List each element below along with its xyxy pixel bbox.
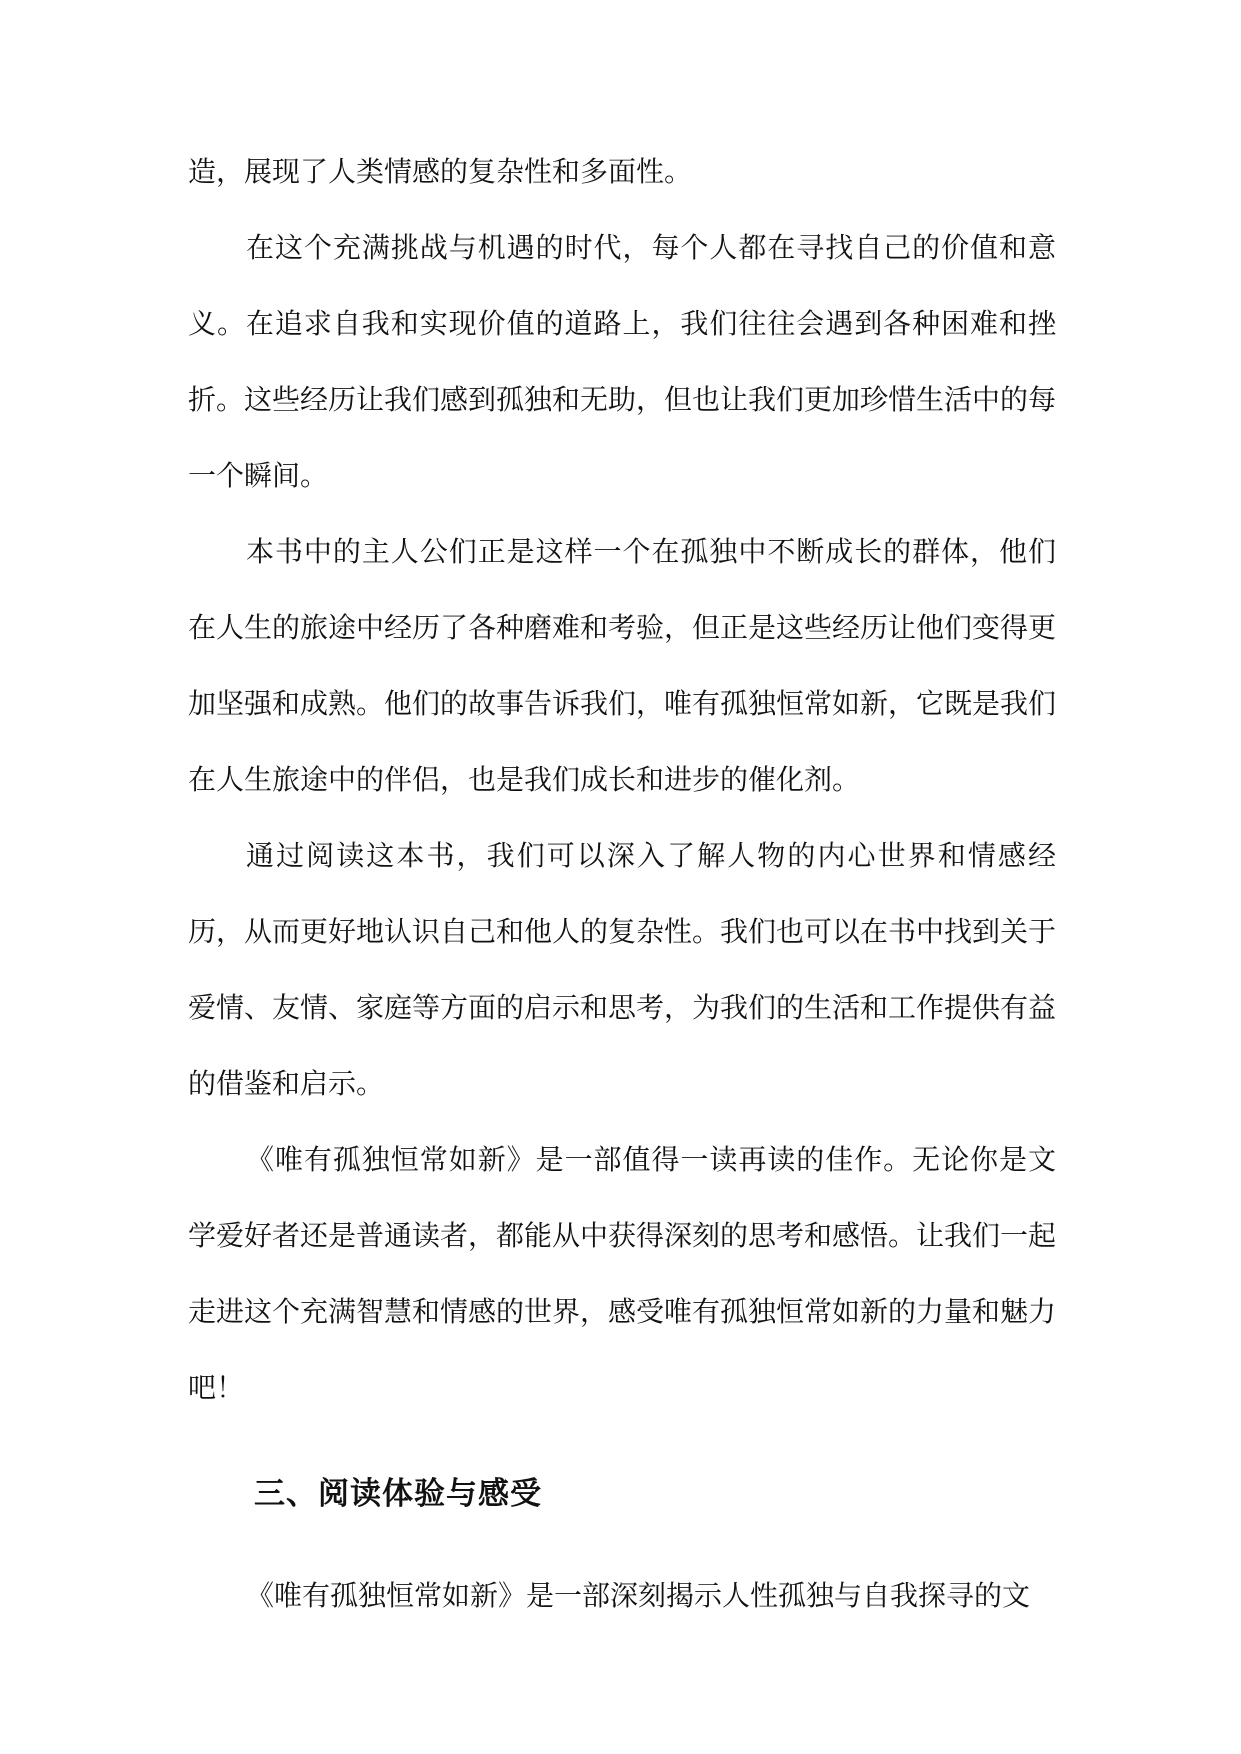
paragraph-continuation: 造，展现了人类情感的复杂性和多面性。 <box>188 155 693 188</box>
paragraph-value-and-meaning: 在这个充满挑战与机遇的时代，每个人都在寻找自己的价值和意义。在追求自我和实现价值的道路上，我们往往会遇到各种困难和挫折。这些经历让我们感到孤独和无助，但也让我们更加珍惜生活中的每一个瞬间。 <box>188 231 1057 492</box>
paragraph-section-intro: 《唯有孤独恒常如新》是一部深刻揭示人性孤独与自我探寻的文 <box>246 1579 1031 1612</box>
section-heading: 三、阅读体验与感受 <box>254 1476 542 1512</box>
paragraph-reading-benefits: 通过阅读这本书，我们可以深入了解人物的内心世界和情感经历，从而更好地认识自己和他人的复杂性。我们也可以在书中找到关于爱情、友情、家庭等方面的启示和思考，为我们的生活和工作提供有益的借鉴和启示。 <box>188 839 1057 1100</box>
paragraph-protagonists: 本书中的主人公们正是这样一个在孤独中不断成长的群体，他们在人生的旅途中经历了各种磨难和考验，但正是这些经历让他们变得更加坚强和成熟。他们的故事告诉我们，唯有孤独恒常如新，它既是我们在人生旅途中的伴侣，也是我们成长和进步的催化剂。 <box>188 535 1057 796</box>
paragraph-recommendation: 《唯有孤独恒常如新》是一部值得一读再读的佳作。无论你是文学爱好者还是普通读者，都能从中获得深刻的思考和感悟。让我们一起走进这个充满智慧和情感的世界，感受唯有孤独恒常如新的力量和魅力吧！ <box>188 1143 1057 1404</box>
